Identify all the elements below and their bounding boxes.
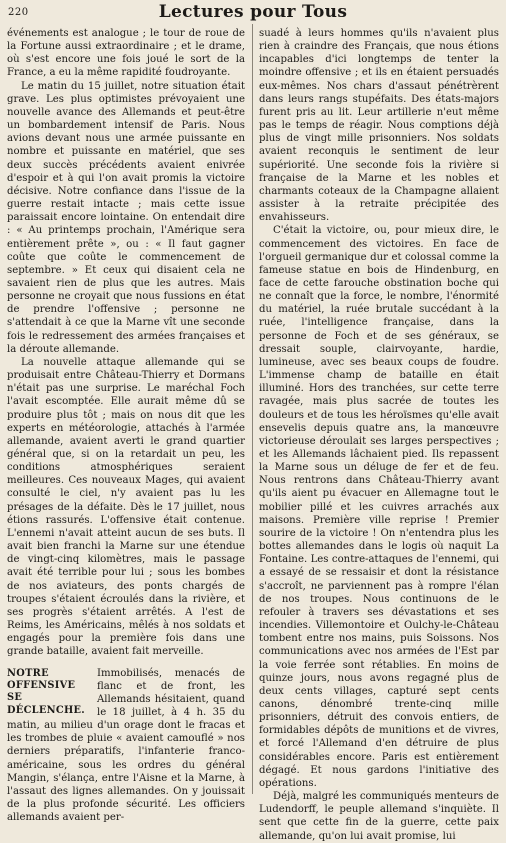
right-column: [259, 27, 499, 843]
paragraph: Déjà, malgré les communiqués menteurs de Ludendorff, le peuple allemand s'inquiète. Il sent que cette fin de la guerre, cette paix allemande, qu'on lui avait promise, lui: [259, 791, 499, 842]
paragraph: Immobilisés, menacés de flanc et de front, les Allemands hésitaient, quand le 18 juillet, à 4 h. 35 du matin, au milieu d'un orage dont le fracas et les trombes de pluie « avaient camouflé » nos derniers préparatifs, l'infanterie franco-américaine, sous les ordres du général Mangin, s'élança, entre l'Aisne et la Marne, à l'assaut des lignes allemandes. On y jouissait de la plus profonde sécurité. Les officiers allemands avaient per-: [7, 667, 245, 824]
column-divider: [252, 24, 253, 794]
left-column: [7, 27, 245, 824]
paragraph: C'était la victoire, ou, pour mieux dire, le commencement des victoires. En face de l'orgueil germanique dur et colossal comme la fameuse statue en bois de Hindenburg, en face de cette farouche obstination boche qui ne connaît que la force, le nombre, l'énormité du matériel, la ruée brutale succédant à la ruée, l'intelligence française, dans la personne de Foch et de ses généraux, se dressait souple, clairvoyante, hardie, lumineuse, avec ses beaux coups de foudre. L'immense champ de bataille en était illuminé. Hors des tranchées, sur cette terre ravagée, mais plus sacrée de toutes les douleurs et de tous les héroïsmes qu'elle avait ensevelis depuis quatre ans, la manœuvre victorieuse déroulait ses larges perspectives ; et les Allemands lâchaient pied. Ils repassent la Marne sous un déluge de fer et de feu. Nous rentrons dans Château-Thierry avant qu'ils aient pu évacuer en Allemagne tout le mobilier pillé et les cuivres arrachés aux maisons. Première ville reprise ! Premier sourire de la victoire ! On n'entendra plus les bottes allemandes dans le logis où naquit La Fontaine. Les contre-attaques de l'ennemi, qui a essayé de se ressaisir et dont la résistance s'accroît, ne parviennent pas à rompre l'élan de nos troupes. Nous continuons de le refouler à travers ses dévastations et ses incendies. Villemontoire et Oulchy-le-Château tombent entre nos mains, puis Soissons. Nos communications avec nos armées de l'Est par la voie ferrée sont rétablies. En moins de quinze jours, nous avons regagné plus de deux cents villages, capturé sept cents canons, dénombré trente-cinq mille prisonniers, détruit des convois entiers, de formidables dépôts de munitions et de vivres, et forcé l'Allemand d'en détruire de plus considérables encore. Paris est entièrement dégagé. Et nous gardons l'initiative des opérations.: [259, 225, 499, 789]
paragraph: suadé à leurs hommes qu'ils n'avaient plus rien à craindre des Français, que nous étions incapables d'ici longtemps de tenter la moindre offensive ; et ils en étaient persuadés eux-mêmes. Nos chars d'assaut pénétrèrent dans leurs rangs stupéfaits. Des états-majors furent pris au lit. Leur artillerie n'eut même pas le temps de réagir. Nous comptions déjà plus de vingt mille prisonniers. Nos soldats avaient reconquis le sentiment de leur supériorité. Une seconde fois la rivière si française de la Marne et les nobles et charmants coteaux de la Champagne allaient assister à la retraite précipitée des envahisseurs.: [259, 28, 499, 224]
paragraph: La nouvelle attaque allemande qui se produisait entre Château-Thierry et Dormans n'était pas une surprise. Le maréchal Foch l'avait escomptée. Elle aurait même dû se produire plus tôt ; mais on nous dit que les experts en météorologie, attachés à l'armée allemande, avaient averti le grand quartier général que, si on la retardait un peu, les conditions atmosphériques seraient meilleures. Ces nouveaux Mages, qui avaient consulté le ciel, n'y avaient pas lu les présages de la défaite. Dès le 17 juillet, nous étions rassurés. L'offensive était contenue. L'ennemi n'avait atteint aucun de ses buts. Il avait bien franchi la Marne sur une étendue de vingt-cinq kilomètres, mais le passage avait été terrible pour lui ; sous les bombes de nos aviateurs, des ponts chargés de troupes s'étaient écroulés dans la rivière, et ses progrès s'étaient arrêtés. A l'est de Reims, les Américains, mêlés à nos soldats et engagés pour la première fois dans une grande bataille, avaient fait merveille.: [7, 356, 245, 658]
section-heading: NOTRE OFFENSIVE SE DÉCLENCHE.: [7, 667, 86, 716]
running-title: Lectures pour Tous: [158, 2, 348, 22]
paragraph: Le matin du 15 juillet, notre situation était grave. Les plus optimistes prévoyaient une nouvelle avance des Allemands et peut-être un bombardement intensif de Paris. Nous avions devant nous une armée puissante en nombre et puissante en matériel, que ses deux succès précédents avaient enivrée d'espoir et à qui l'on avait promis la victoire décisive. Notre confiance dans l'issue de la guerre restait intacte ; mais cette issue paraissait encore lointaine. On entendait dire : « Au printemps prochain, l'Amérique sera entièrement prête », ou : « Il faut gagner coûte que coûte le commencement de septembre. » Et ceux qui disaient cela ne savaient rien de plus que les autres. Mais personne ne croyait que nous fussions en état de prendre l'offensive ; personne ne s'attendait à ce que la Marne vît une seconde fois le redressement des armées françaises et la déroute allemande.: [7, 80, 245, 355]
paragraph: événements est analogue ; le tour de roue de la Fortune aussi extraordinaire ; et le drame, où s'est encore une fois joué le sort de la France, a eu la même rapidité foudroyante.: [7, 28, 245, 79]
section: [7, 667, 245, 825]
page-header: [0, 0, 506, 26]
page-number: 220: [8, 7, 29, 18]
